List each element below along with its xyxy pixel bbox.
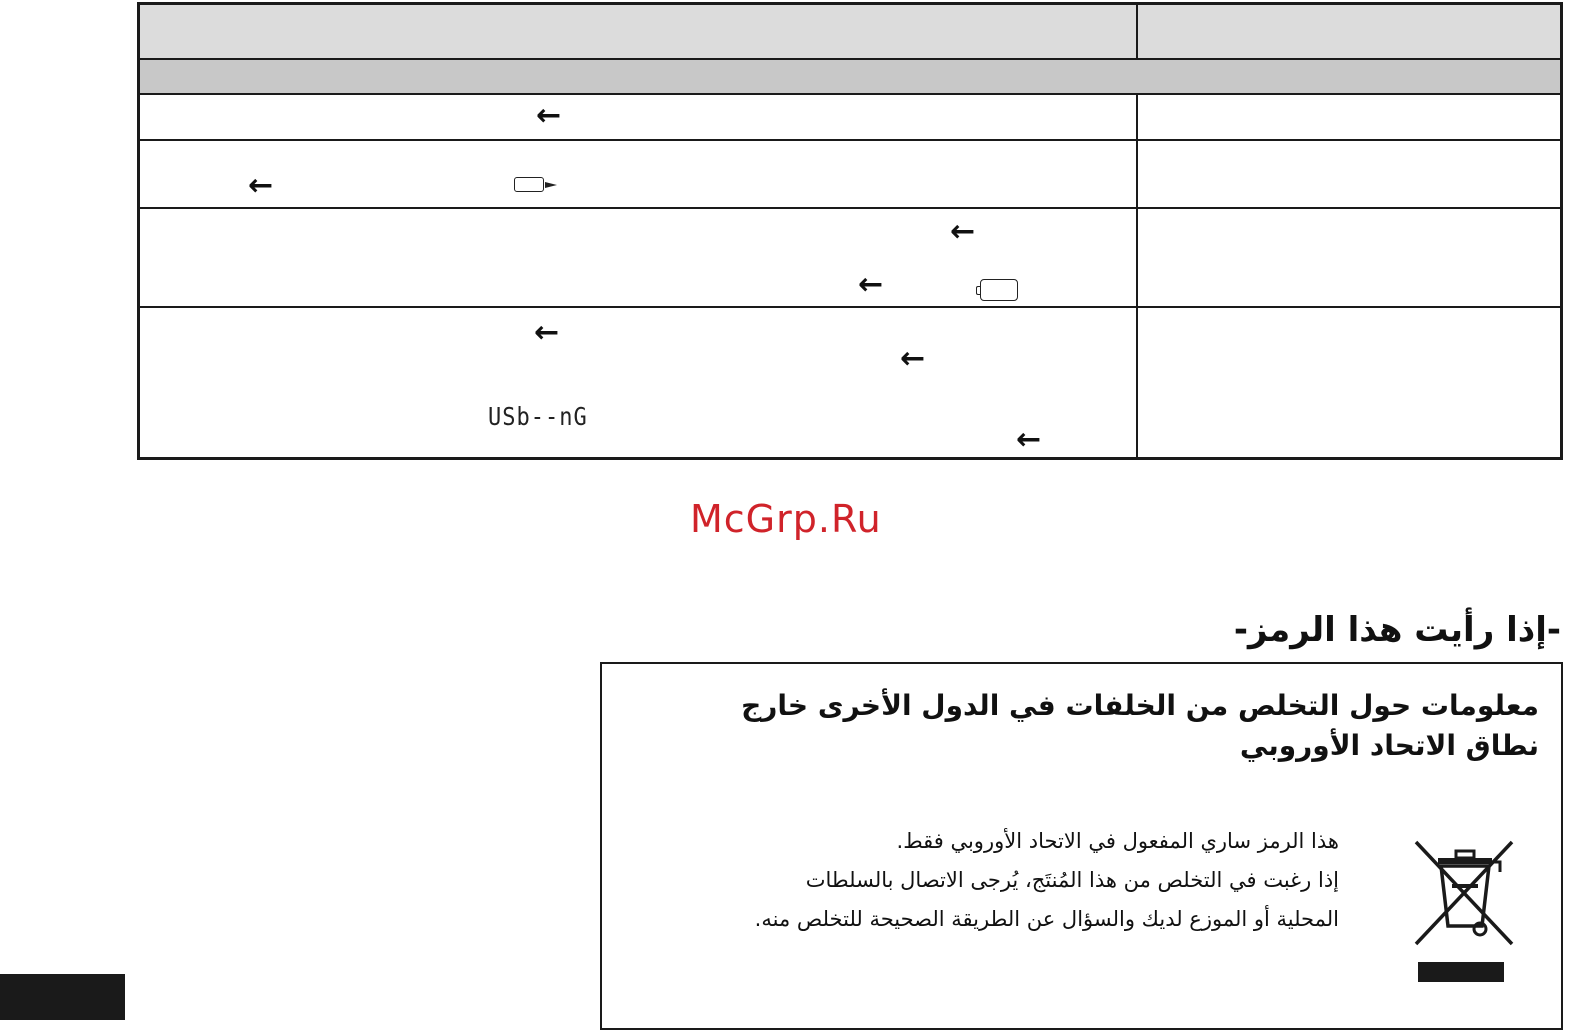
lcd-usb-ng-indicator: USb--nG [488,403,588,432]
crossed-out-wheelie-bin-icon [1408,834,1520,990]
disposal-heading: معلومات حول التخلص من الخلفات في الدول الأخرى خارج نطاق الاتحاد الأوروبي [741,689,1539,762]
battery-charging-icon [514,177,544,192]
row-divider [140,207,1560,209]
disposal-info-box [600,662,1563,1030]
arrow-left-icon: ← [858,267,884,302]
table-header-row [140,5,1560,60]
column-divider [1136,95,1138,460]
arrow-left-icon: ← [536,98,562,133]
arrow-left-icon: ← [950,214,976,249]
watermark: McGrp.Ru [690,497,882,541]
row-divider [140,306,1560,308]
arrow-left-icon: ← [534,315,560,350]
arrow-left-icon: ← [900,341,926,376]
arrow-left-icon: ← [1016,422,1042,457]
page-tab-marker [0,974,125,1020]
paragraph-line: المحلية أو الموزع لديك والسؤال عن الطريقة الصحيحة للتخلص منه. [754,907,1339,931]
section-title: -إذا رأيت هذا الرمز- [1233,610,1561,650]
paragraph-line: هذا الرمز ساري المفعول في الاتحاد الأوروبي فقط. [896,829,1339,853]
table-subheader-row [140,60,1560,95]
paragraph-line: إذا رغبت في التخلص من هذا المُنتَج، يُرجى الاتصال بالسلطات [805,868,1339,892]
row-divider [140,139,1560,141]
battery-empty-icon [980,279,1018,301]
arrow-left-icon: ← [248,168,274,203]
header-column-divider [1136,5,1138,58]
disposal-paragraph [619,822,1339,939]
troubleshooting-table [137,2,1563,460]
